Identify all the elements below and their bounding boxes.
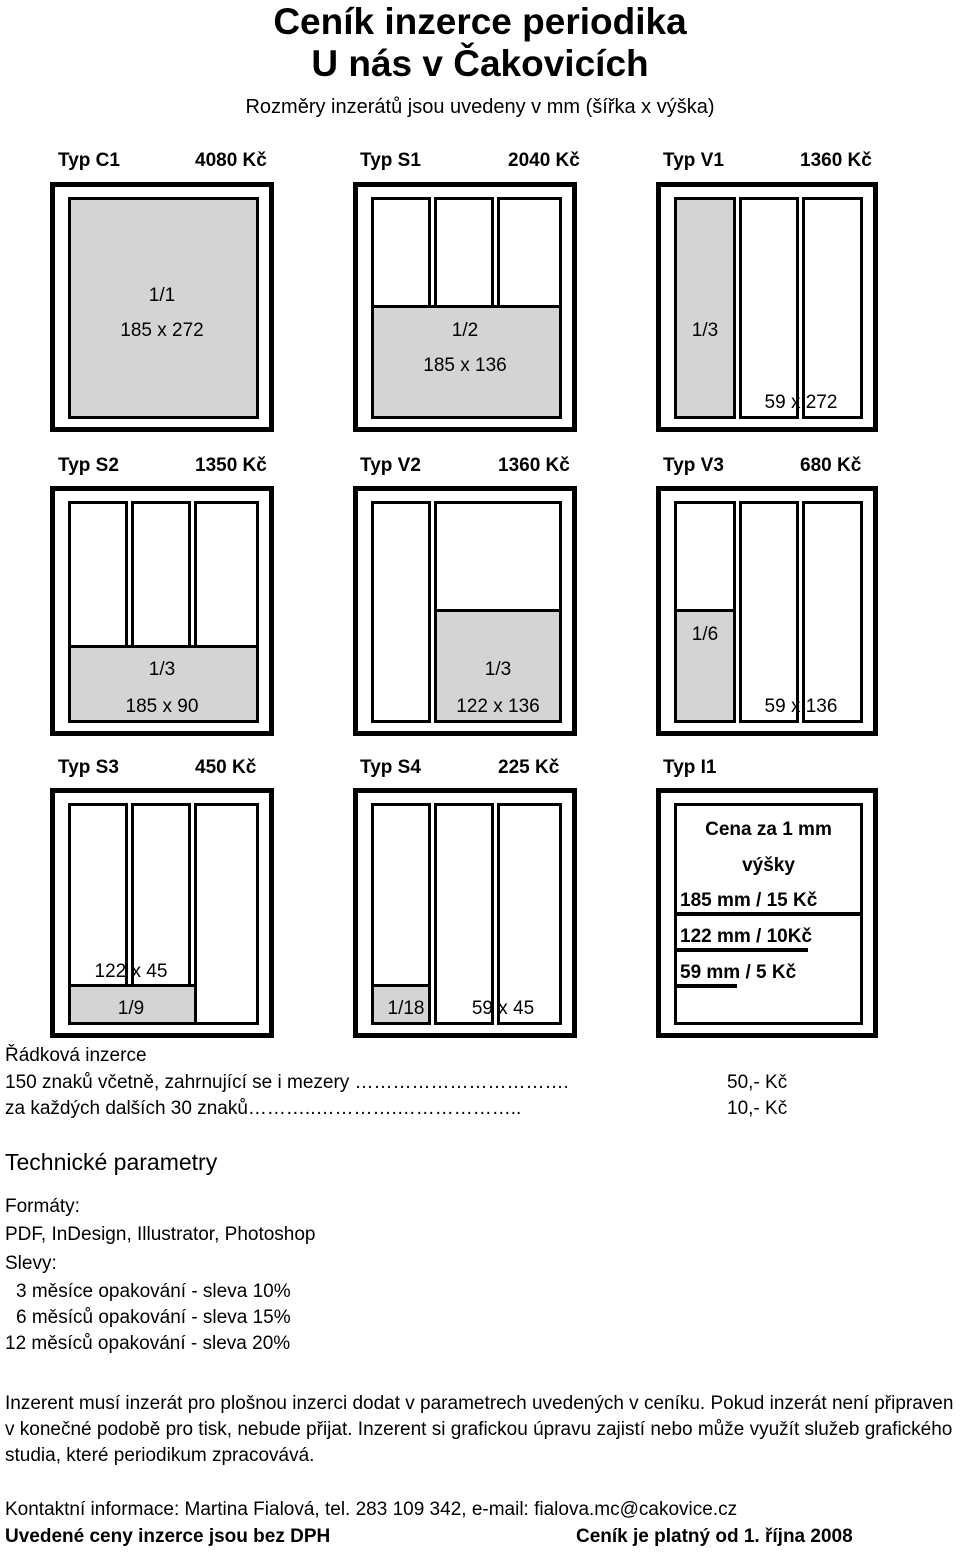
i1-page-frame bbox=[656, 788, 878, 1038]
s4-page-frame bbox=[353, 788, 577, 1038]
discounts-label: Slevy: bbox=[5, 1253, 57, 1274]
v2-price-label: 1360 Kč bbox=[498, 455, 570, 476]
v3-page-frame bbox=[656, 486, 878, 736]
page-title-line1: Ceník inzerce periodika bbox=[273, 1, 687, 42]
i1-rate-122: 122 mm / 10Kč bbox=[680, 926, 813, 947]
v2-fraction: 1/3 bbox=[484, 659, 512, 680]
i1-rate-59: 59 mm / 5 Kč bbox=[680, 962, 797, 983]
s3-type-label: Typ S3 bbox=[58, 757, 119, 778]
v1-type-label: Typ V1 bbox=[663, 150, 724, 171]
s4-fraction: 1/18 bbox=[387, 998, 425, 1019]
c1-ad-area bbox=[68, 197, 259, 419]
formats-label: Formáty: bbox=[5, 1196, 80, 1217]
s2-page-frame bbox=[50, 486, 274, 736]
tech-heading: Technické parametry bbox=[5, 1149, 218, 1175]
conditions-paragraph: Inzerent musí inzerát pro plošnou inzerci dodat v parametrech uvedených v ceníku. Pokud inzerát není připraven v konečné podobě pro tisk, nebude přijat. Inzerent si grafickou úpravu zajistí nebo může využít služeb grafického studia, které periodikum zpracovává. bbox=[5, 1393, 954, 1466]
v3-price-label: 680 Kč bbox=[800, 455, 862, 476]
v2-type-label: Typ V2 bbox=[360, 455, 421, 476]
s3-price-label: 450 Kč bbox=[195, 757, 257, 778]
v2-size: 122 x 136 bbox=[456, 696, 540, 717]
line-ads-row2-text: za každých dalších 30 znaků………..………….……………….. bbox=[5, 1098, 522, 1119]
vat-note: Uvedené ceny inzerce jsou bez DPH bbox=[5, 1526, 331, 1547]
s1-type-label: Typ S1 bbox=[360, 150, 421, 171]
s3-page-frame bbox=[50, 788, 274, 1038]
s1-fraction: 1/2 bbox=[451, 320, 479, 341]
formats-value: PDF, InDesign, Illustrator, Photoshop bbox=[5, 1224, 316, 1245]
line-ads-row2-price: 10,- Kč bbox=[727, 1098, 788, 1119]
c1-fraction: 1/1 bbox=[148, 285, 176, 306]
i1-heading2: výšky bbox=[742, 855, 795, 876]
contact-info: Kontaktní informace: Martina Fialová, tel. 283 109 342, e-mail: fialova.mc@cakovice.cz bbox=[5, 1499, 738, 1520]
line-ads-heading: Řádková inzerce bbox=[5, 1045, 147, 1066]
s4-type-label: Typ S4 bbox=[360, 757, 421, 778]
discount-item: 3 měsíce opakování - sleva 10% bbox=[16, 1281, 291, 1302]
c1-type-label: Typ C1 bbox=[58, 150, 120, 171]
validity-note: Ceník je platný od 1. října 2008 bbox=[576, 1526, 853, 1547]
s2-price-label: 1350 Kč bbox=[195, 455, 267, 476]
c1-price-label: 4080 Kč bbox=[195, 150, 267, 171]
i1-rate-185: 185 mm / 15 Kč bbox=[680, 890, 818, 911]
i1-heading1: Cena za 1 mm bbox=[705, 819, 832, 840]
s4-price-label: 225 Kč bbox=[498, 757, 560, 778]
line-ads-row1-text: 150 znaků včetně, zahrnující se i mezery ……………………………. bbox=[5, 1072, 569, 1093]
c1-page-frame bbox=[50, 182, 274, 432]
discount-item: 12 měsíců opakování - sleva 20% bbox=[5, 1333, 291, 1354]
v1-ad-area bbox=[674, 197, 736, 419]
v1-price-label: 1360 Kč bbox=[800, 150, 872, 171]
v1-page-frame bbox=[656, 182, 878, 432]
v3-type-label: Typ V3 bbox=[663, 455, 724, 476]
s2-type-label: Typ S2 bbox=[58, 455, 119, 476]
v1-size: 59 x 272 bbox=[764, 392, 838, 413]
s1-price-label: 2040 Kč bbox=[508, 150, 580, 171]
s3-fraction: 1/9 bbox=[117, 998, 145, 1019]
s2-size: 185 x 90 bbox=[125, 696, 199, 717]
v2-page-frame bbox=[353, 486, 577, 736]
s2-fraction: 1/3 bbox=[148, 659, 176, 680]
s3-size: 122 x 45 bbox=[94, 961, 168, 982]
v1-fraction: 1/3 bbox=[691, 320, 719, 341]
s1-size: 185 x 136 bbox=[423, 355, 507, 376]
c1-size: 185 x 272 bbox=[120, 320, 204, 341]
line-ads-row1-price: 50,- Kč bbox=[727, 1072, 788, 1093]
s4-size: 59 x 45 bbox=[471, 998, 535, 1019]
page-subtitle: Rozměry inzerátů jsou uvedeny v mm (šířka x výška) bbox=[245, 96, 715, 118]
page-title-line2: U nás v Čakovicích bbox=[311, 43, 649, 84]
discount-item: 6 měsíců opakování - sleva 15% bbox=[16, 1307, 291, 1328]
v3-size: 59 x 136 bbox=[764, 696, 838, 717]
s1-page-frame bbox=[353, 182, 577, 432]
v3-fraction: 1/6 bbox=[691, 624, 719, 645]
i1-type-label: Typ I1 bbox=[663, 757, 717, 778]
